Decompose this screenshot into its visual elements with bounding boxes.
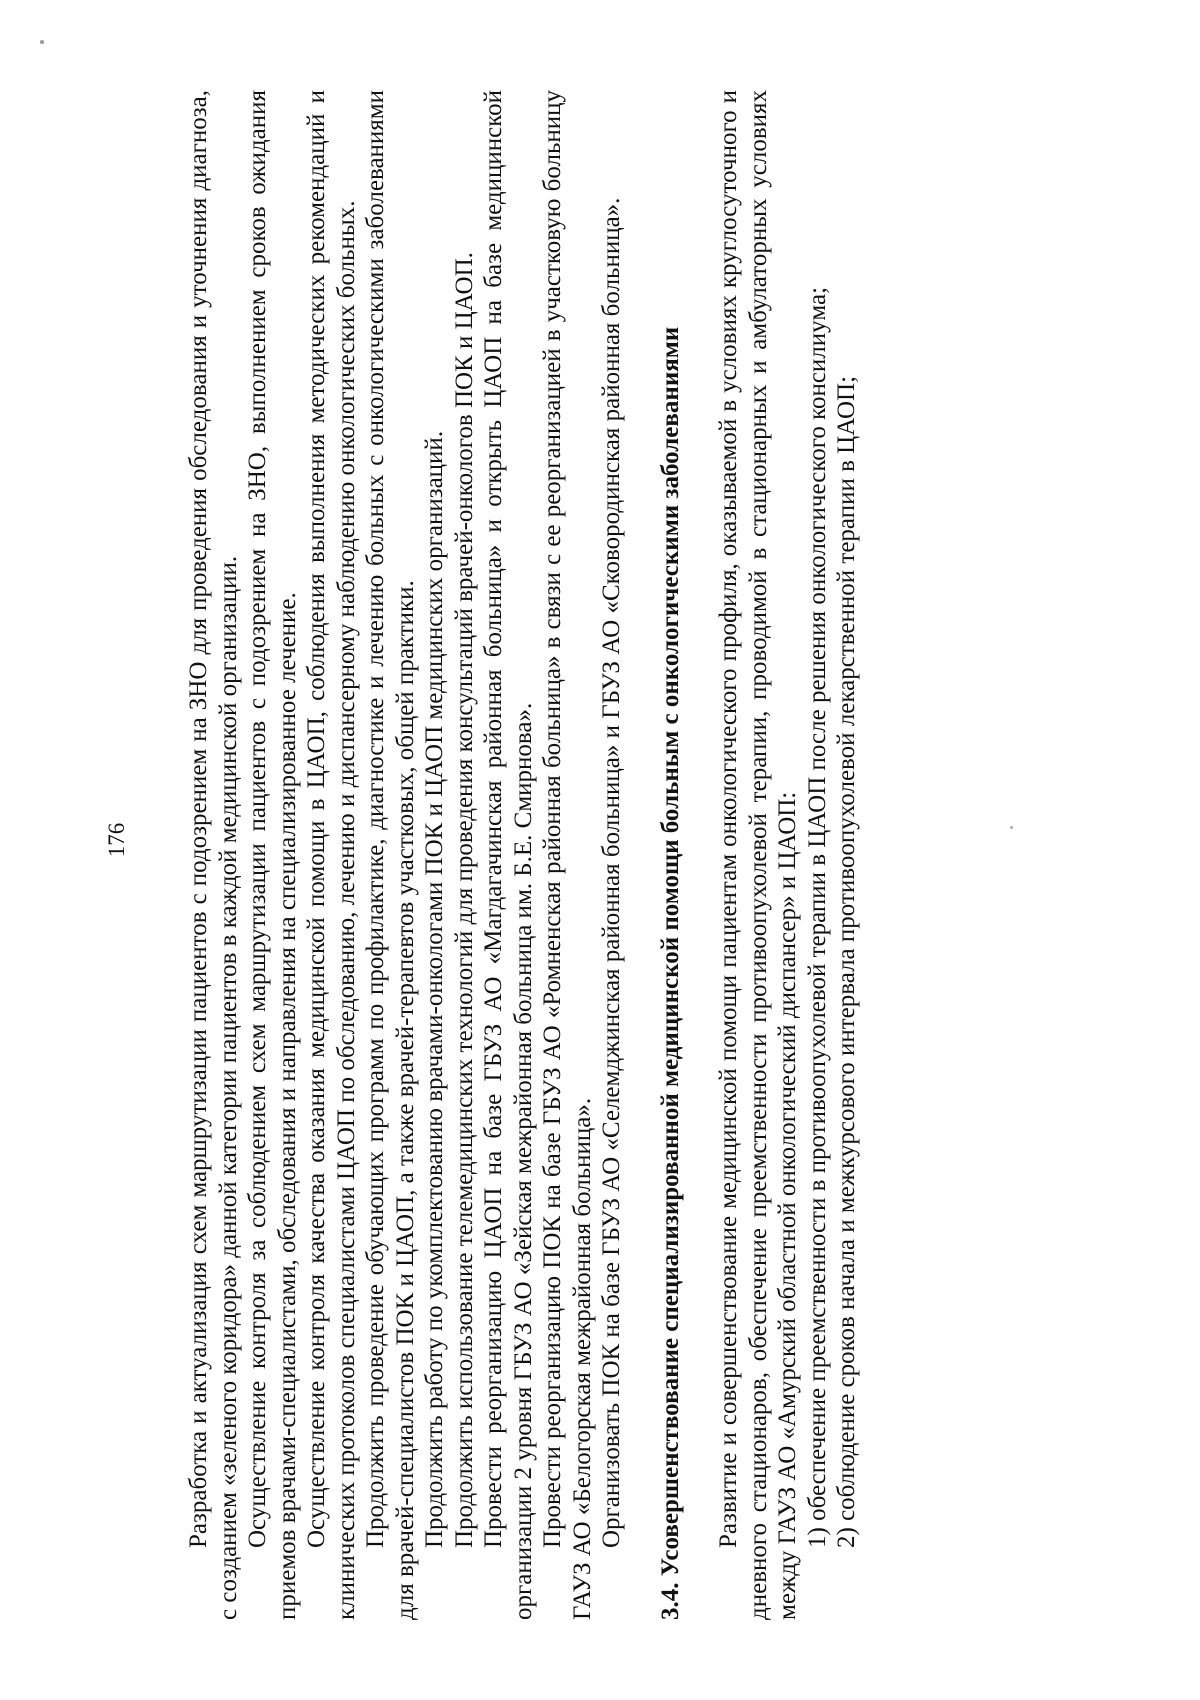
paragraph: Провести реорганизацию ПОК на базе ГБУЗ АО «Ромненская районная больница» в связи с ее реорганизацией в участковую больницу ГАУЗ АО «Белогорская межрайонная больница». — [539, 90, 596, 1620]
list-item: 1) обеспечение преемственности в противоопухолевой терапии в ЦАОП после решения онкологического консилиума; — [803, 286, 831, 1548]
paragraph: Разработка и актуализация схем маршрутизации пациентов с подозрением на ЗНО для проведения обследования и уточнения диагноза, с созданием «зеленого коридора» данной категории пациентов в каждой медицинской организации. — [185, 90, 242, 1620]
rotated-text-block — [104, 90, 884, 1620]
section-paragraph: Развитие и совершенствование медицинской помощи пациентам онкологического профиля, оказываемой в условиях круглосуточного и дневного стационаров, обеспечение преемственности противоопухолевой терапии, проводимой в стационарных и амбулаторных условиях между ГАУЗ АО «Амурский областной онкологический диспансер» и ЦАОП: — [715, 90, 801, 1620]
page-number: 176 — [104, 822, 129, 858]
paragraph: Осуществление контроля качества оказания медицинской помощи в ЦАОП, соблюдения выполнения методических рекомендаций и клинических протоколов специалистами ЦАОП по обследованию, лечению и диспансерному наблюдению онкологических больных. — [303, 90, 360, 1620]
scan-speck — [40, 40, 44, 44]
paragraph: Продолжить работу по укомплектованию врачами-онкологами ПОК и ЦАОП медицинских организаций. — [421, 430, 448, 1548]
list-item: 2) соблюдение сроков начала и межкурсового интервала противоопухолевой лекарственной терапии в ЦАОП; — [833, 375, 860, 1548]
scan-speck — [1010, 826, 1013, 829]
paragraph: Провести реорганизацию ЦАОП на базе ГБУЗ АО «Магдагачинская районная больница» и открыть ЦАОП на базе медицинской организации 2 уровня ГБУЗ АО «Зейская межрайонная больница им. Б.Е. Смирнова». — [480, 90, 537, 1620]
section-heading: 3.4. Усовершенствование специализированной медицинской помощи больным с онкологическими заболеваниями — [656, 326, 684, 1620]
paragraph: Продолжить использование телемедицинских технологий для проведения консультаций врачей-онкологов ПОК и ЦАОП. — [450, 252, 478, 1548]
paragraph: Продолжить проведение обучающих программ по профилактике, диагностике и лечению больных с онкологическими заболеваниями для врачей-специалистов ПОК и ЦАОП, а также врачей-терапевтов участковых, общей практики. — [362, 90, 419, 1620]
paragraph: Организовать ПОК на базе ГБУЗ АО «Селемджинская районная больница» и ГБУЗ АО «Сковородинская районная больница». — [598, 197, 625, 1548]
paragraph: Осуществление контроля за соблюдением схем маршрутизации пациентов с подозрением на ЗНО, выполнением сроков ожидания приемов врачами-специалистами, обследования и направления на специализированное лечение. — [244, 90, 301, 1620]
